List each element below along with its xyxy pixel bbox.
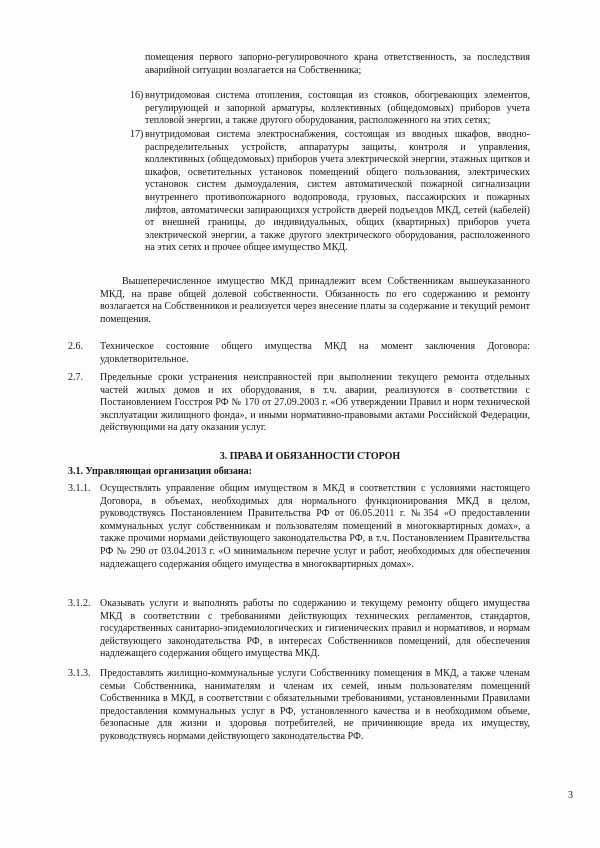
ownership-paragraph: Вышеперечисленное имущество МКД принадлежит всем Собственникам вышеуказанного МКД, на праве общей долевой собственности. Обязанность по его содержанию и ремонту возлагается на Собственников и реализуется через внесение платы за содержание и текущий ремонт помещения. — [100, 276, 530, 325]
clause-2-6-number: 2.6. — [68, 341, 83, 352]
list-item-16-number: 16) — [130, 90, 144, 101]
clause-3-1-1-number: 3.1.1. — [68, 483, 91, 494]
clause-2-7-text: Предельные сроки устранения неисправностей при выполнении текущего ремонта отдельных частей жилых домов и их оборудования, в т.ч. аварии, реализуются в соответствии с Постановлением Госстроя РФ № 170 от 27.09.2003 г. «Об утверждении Правил и норм технической эксплуатации жилищного фонда», и иными нормативно-правовыми актами Российской Федерации, действующими на дату оказания услуг. — [100, 372, 530, 434]
clause-3-1-title: 3.1. Управляющая организация обязана: — [68, 466, 252, 477]
list-item-17-number: 17) — [130, 129, 144, 140]
clause-3-1-3-text: Предоставлять жилищно-коммунальные услуги Собственнику помещения в МКД, а также членам семьи Собственника, нанимателям и членам их семей, иным пользователям помещений Собственника в МКД, в соответствии с обязательными требованиями, установленными Правилами предоставления коммунальных услуг в РФ, установленного качества и в необходимом объеме, безопасные для жизни и здоровья потребителей, не причиняющие вреда их имуществу, руководствуясь нормами действующего законодательства РФ. — [100, 668, 530, 742]
clause-2-6-text: Техническое состояние общего имущества МКД на момент заключения Договора: удовлетворительное. — [100, 341, 530, 365]
clause-3-1-1-text: Осуществлять управление общим имуществом в МКД в соответствии с условиями настоящего Договора, в объемах, необходимых для нормального функционирования МКД в целом, руководствуясь Постановлением Правительства РФ от 06.05.2011 г. №354 «О предоставлении коммунальных услуг собственникам и пользователям помещений в многоквартирных домах», а также прочими нормами действующего законодательства РФ, в т.ч. Постановлением Правительства РФ № 290 от 03.04.2013 г. «О минимальном перечне услуг и работ, необходимых для обеспечения надлежащего содержания общего имущества в многоквартирных домах». — [100, 483, 530, 570]
list-item-15-tail: помещения первого запорно-регулировочного крана ответственность, за последствия аварийной ситуации возлагается на Собственника; — [145, 52, 530, 76]
clause-3-1-3-number: 3.1.3. — [68, 668, 91, 679]
section-3-title: 3. ПРАВА И ОБЯЗАННОСТИ СТОРОН — [219, 451, 401, 462]
clause-3-1-2-number: 3.1.2. — [68, 598, 91, 609]
page-number: 3 — [568, 790, 573, 801]
clause-3-1-2-text: Оказывать услуги и выполнять работы по содержанию и текущему ремонту общего имущества МКД в соответствии с требованиями действующих технических регламентов, стандартов, государственных санитарно-эпидемиологических и гигиенических правил и нормативов, и нормам действующего законодательства РФ, в интересах Собственников помещений, для обеспечения надлежащего содержания общего имущества МКД. — [100, 598, 530, 660]
list-item-16-text: внутридомовая система отопления, состоящая из стояков, обогревающих элементов, регулирующей и запорной арматуры, коллективных (общедомовых) приборов учета тепловой энергии, а также другого оборудования, расположенного на этих сетях; — [145, 90, 530, 127]
clause-2-7-number: 2.7. — [68, 372, 83, 383]
list-item-17-text: внутридомовая система электроснабжения, состоящая из вводных шкафов, вводно-распределительных устройств, аппаратуры защиты, контроля и управления, коллективных (общедомовых) приборов учета электрической энергии, этажных щитков и шкафов, осветительных установок помещений общего пользования, электрических установок систем дымоудаления, систем автоматической пожарной сигнализации внутреннего противопожарного водопровода, грузовых, пассажирских и пожарных лифтов, автоматически запирающихся устройств дверей подъездов МКД, сетей (кабелей) от внешней границы, до индивидуальных, общих (квартирных) приборов учета электрической энергии, а также другого электрического оборудования, расположенного на этих сетях и прочее общее имущество МКД. — [145, 129, 530, 254]
